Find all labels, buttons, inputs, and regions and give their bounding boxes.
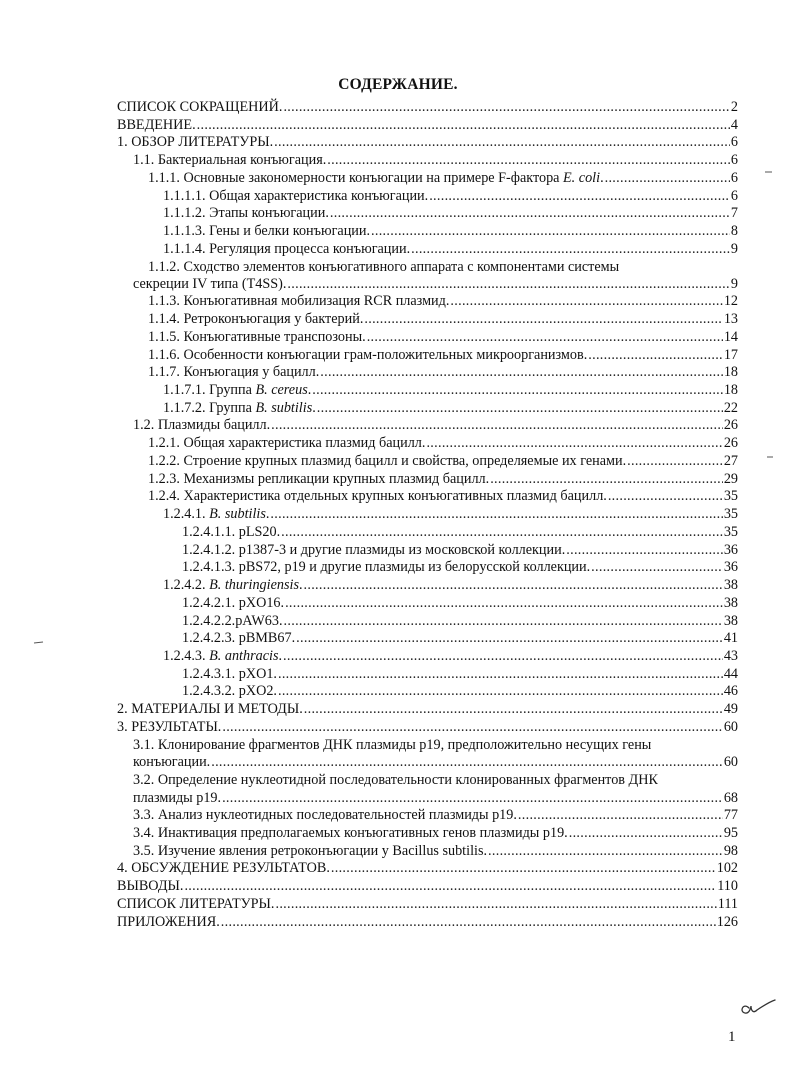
- toc-leader: [591, 558, 723, 576]
- toc-entry-title: 1.2. Плазмиды бацилл.: [133, 417, 271, 433]
- toc-entry-title: 3.5. Изучение явления ретроконъюгации у Bacillus subtilis.: [133, 843, 488, 859]
- toc-entry-line: 3.1. Клонирование фрагментов ДНК плазмиды p19, предположительно несущих гены: [133, 737, 652, 753]
- toc-entry-page: 111: [717, 896, 738, 912]
- toc-entry: [163, 240, 738, 258]
- toc-entry: [133, 842, 738, 860]
- toc-text-part: .: [307, 382, 312, 398]
- toc-leader: [278, 682, 723, 700]
- toc-italic-part: E. coli: [563, 170, 601, 186]
- toc-leader: [490, 470, 723, 488]
- toc-entry-page: 6: [730, 152, 738, 168]
- toc-entry-page: 12: [723, 293, 738, 309]
- toc-text-part: 1.2.4.2.: [163, 577, 210, 593]
- toc-entry-title: конъюгации.: [133, 754, 211, 770]
- toc-entry-title: ВЫВОДЫ.: [117, 878, 184, 894]
- toc-text-part: .: [600, 170, 604, 186]
- toc-leader: [222, 789, 723, 807]
- toc-entry-page: 36: [723, 542, 738, 558]
- toc-entry-page: 2: [730, 99, 738, 115]
- toc-entry-page: 38: [723, 577, 738, 593]
- toc-entry-title: ВВЕДЕНИЕ.: [117, 117, 196, 133]
- toc-entry-page: 18: [723, 364, 738, 380]
- toc-entry-page: 98: [723, 843, 738, 859]
- toc-text-part: .: [312, 400, 316, 416]
- toc-leader: [569, 824, 723, 842]
- toc-entry-page: 95: [723, 825, 738, 841]
- toc-entry-title: 1.2.4.3.2. pXO2.: [182, 683, 277, 699]
- toc-entry-line: 1.1.2. Сходство элементов конъюгативного аппарата с компонентами системы: [148, 259, 620, 275]
- page-title: СОДЕРЖАНИЕ.: [338, 76, 458, 93]
- toc-entry-page: 22: [723, 400, 738, 416]
- toc-leader: [271, 416, 723, 434]
- toc-entry-title: ПРИЛОЖЕНИЯ.: [117, 914, 220, 930]
- toc-entry: [148, 169, 738, 187]
- toc-leader: [281, 523, 723, 541]
- toc-entry-title: 1.2.4.1.1. pLS20.: [182, 524, 281, 540]
- toc-leader: [285, 594, 723, 612]
- toc-italic-part: B. cereus: [255, 382, 308, 398]
- toc-entry: [148, 452, 738, 470]
- toc-entry-title: 1.1.6. Особенности конъюгации грам-положительных микроорганизмов.: [148, 347, 588, 363]
- toc-entry-page: 38: [723, 613, 738, 629]
- toc-entry-title: 1.1.1.2. Этапы конъюгации.: [163, 205, 329, 221]
- toc-entry-page: 26: [723, 435, 738, 451]
- toc-leader: [411, 240, 730, 258]
- toc-entry-page: 29: [723, 471, 738, 487]
- toc-entry-page: 35: [723, 506, 738, 522]
- toc-entry-title: 1.2.4.1.3. pBS72, p19 и другие плазмиды из белорусской коллекции.: [182, 559, 591, 575]
- toc-italic-part: B. anthracis: [209, 648, 279, 664]
- toc-entry-title: 1.1.4. Ретроконъюгация у бактерий.: [148, 311, 364, 327]
- toc-entry: [117, 895, 738, 913]
- toc-entry: [182, 629, 738, 647]
- toc-entry: [148, 434, 738, 452]
- toc-entry-page: 102: [716, 860, 738, 876]
- toc-entry-page: 14: [723, 329, 738, 345]
- toc-leader: [317, 399, 723, 417]
- toc-entry: [182, 612, 738, 630]
- toc-leader: [197, 116, 730, 134]
- toc-entry-page: 60: [723, 719, 738, 735]
- toc-entry-title: 1.2.4.2.3. pBMB67.: [182, 630, 296, 646]
- toc-entry: [117, 700, 738, 718]
- toc-italic-part: B. subtilis: [209, 506, 266, 522]
- toc-italic-part: B. subtilis: [255, 400, 313, 416]
- toc-entry-page: 126: [716, 914, 738, 930]
- toc-entry-page: 35: [723, 488, 738, 504]
- toc-entry-page: 6: [730, 134, 738, 150]
- toc-entry-title: 2. МАТЕРИАЛЫ И МЕТОДЫ.: [117, 701, 303, 717]
- toc-entry-title: 1.2.2. Строение крупных плазмид бацилл и свойства, определяемые их генами.: [148, 453, 627, 469]
- toc-leader: [275, 895, 716, 913]
- toc-leader: [283, 98, 729, 116]
- toc-entry: [148, 292, 738, 310]
- toc-entry: [133, 275, 738, 293]
- toc-leader: [274, 133, 730, 151]
- toc-entry: [133, 151, 738, 169]
- toc-entry: [182, 541, 738, 559]
- toc-entry-title: 1.1.7. Конъюгация у бацилл.: [148, 364, 320, 380]
- toc-entry-page: 43: [723, 648, 738, 664]
- toc-text-part: 1.1.7.1. Группа: [163, 382, 256, 398]
- toc-entry-page: 49: [723, 701, 738, 717]
- handwritten-signature: [737, 994, 777, 1018]
- toc-text-part: 1.1.1. Основные закономерности конъюгации на примере F-фактора: [148, 170, 564, 186]
- toc-entry-page: 60: [723, 754, 738, 770]
- toc-entry: [117, 98, 738, 116]
- toc-leader: [426, 434, 722, 452]
- toc-entry: [148, 328, 738, 346]
- toc-entry: [163, 647, 738, 665]
- toc-entry-page: 110: [717, 878, 738, 894]
- toc-leader: [211, 753, 723, 771]
- toc-leader: [327, 151, 730, 169]
- toc-italic-part: B. thuringiensis: [209, 577, 299, 593]
- toc-entry: [133, 753, 738, 771]
- toc-leader: [605, 169, 730, 187]
- toc-entry: [148, 470, 738, 488]
- toc-entry-page: 8: [730, 223, 738, 239]
- toc-text-part: .: [265, 506, 270, 522]
- toc-leader: [627, 452, 723, 470]
- toc-entry: [163, 222, 738, 240]
- toc-leader: [270, 505, 722, 523]
- toc-leader: [588, 346, 723, 364]
- toc-entry-page: 6: [730, 188, 738, 204]
- scan-mark: [766, 455, 776, 459]
- toc-entry-title: СПИСОК СОКРАЩЕНИЙ.: [117, 99, 283, 115]
- toc-entry: [182, 682, 738, 700]
- toc-leader: [278, 665, 723, 683]
- toc-entry-page: 13: [723, 311, 738, 327]
- toc-entry: [148, 346, 738, 364]
- toc-entry-title: [148, 169, 604, 187]
- toc-entry: [133, 789, 738, 807]
- toc-entry-title: секреции IV типа (T4SS).: [133, 276, 287, 292]
- toc-entry-title: 1.2.4.1.2. p1387-3 и другие плазмиды из московской коллекции.: [182, 542, 566, 558]
- toc-entry: [117, 133, 738, 151]
- toc-leader: [566, 541, 723, 559]
- toc-entry: [133, 416, 738, 434]
- toc-leader: [304, 576, 723, 594]
- toc-leader: [312, 381, 723, 399]
- toc-entry-title: 1.1.3. Конъюгативная мобилизация RCR плазмид.: [148, 293, 450, 309]
- toc-entry-page: 44: [723, 666, 738, 682]
- toc-leader: [364, 310, 722, 328]
- scan-mark: [33, 640, 45, 646]
- toc-entry: [148, 487, 738, 505]
- toc-entry: [117, 859, 738, 877]
- toc-entry-title: 1.2.1. Общая характеристика плазмид бацилл.: [148, 435, 426, 451]
- toc-leader: [221, 913, 716, 931]
- toc-entry-title: СПИСОК ЛИТЕРАТУРЫ.: [117, 896, 275, 912]
- toc-entry-page: 7: [730, 205, 738, 221]
- toc-entry-page: 41: [723, 630, 738, 646]
- toc-leader: [608, 487, 723, 505]
- toc-leader: [429, 187, 730, 205]
- toc-text-part: 1.1.7.2. Группа: [163, 400, 256, 416]
- toc-entry-title: 1.1.5. Конъюгативные транспозоны.: [148, 329, 366, 345]
- toc-entry: [148, 363, 738, 381]
- toc-entry-page: 38: [723, 595, 738, 611]
- toc-entry-title: 1.1.1.4. Регуляция процесса конъюгации.: [163, 241, 411, 257]
- toc-entry-title: 1.1.1.3. Гены и белки конъюгации.: [163, 223, 371, 239]
- toc-entry: [117, 718, 738, 736]
- toc-entry-page: 9: [730, 241, 738, 257]
- toc-leader: [283, 647, 723, 665]
- toc-entry-title: [163, 647, 282, 665]
- toc-entry: [182, 523, 738, 541]
- toc-entry: [148, 310, 738, 328]
- toc-entry: [133, 806, 738, 824]
- toc-entry-page: 18: [723, 382, 738, 398]
- toc-text-part: 1.2.4.1.: [163, 506, 210, 522]
- toc-entry-page: 17: [723, 347, 738, 363]
- toc-entry-title: 1.1.1.1. Общая характеристика конъюгации.: [163, 188, 429, 204]
- toc-entry: [182, 594, 738, 612]
- toc-entry-title: 3. РЕЗУЛЬТАТЫ.: [117, 719, 222, 735]
- toc-entry-title: 3.3. Анализ нуклеотидных последовательностей плазмиды p19.: [133, 807, 517, 823]
- toc-leader: [222, 718, 722, 736]
- toc-text-part: .: [298, 577, 303, 593]
- toc-entry-page: 27: [723, 453, 738, 469]
- toc-leader: [320, 363, 723, 381]
- toc-entry-title: [163, 381, 311, 399]
- toc-entry: [117, 116, 738, 134]
- toc-entry-title: [163, 505, 269, 523]
- toc-entry-page: 35: [723, 524, 738, 540]
- toc-leader: [450, 292, 722, 310]
- toc-entry-page: 77: [723, 807, 738, 823]
- toc-entry: [163, 399, 738, 417]
- toc-entry-line: 3.2. Определение нуклеотидной последовательности клонированных фрагментов ДНК: [133, 772, 658, 788]
- toc-leader: [296, 629, 723, 647]
- toc-text-part: 1.2.4.3.: [163, 648, 210, 664]
- toc-entry-page: 4: [730, 117, 738, 133]
- toc-entry-page: 26: [723, 417, 738, 433]
- toc-leader: [367, 328, 723, 346]
- toc-entry: [163, 187, 738, 205]
- toc-entry-title: 1.2.4. Характеристика отдельных крупных конъюгативных плазмид бацилл.: [148, 488, 607, 504]
- toc-leader: [331, 859, 716, 877]
- toc-leader: [184, 877, 716, 895]
- toc-entry: [163, 505, 738, 523]
- toc-leader: [518, 806, 723, 824]
- toc-entry: [163, 204, 738, 222]
- toc-entry-page: 36: [723, 559, 738, 575]
- toc-entry-page: 9: [730, 276, 738, 292]
- toc-entry-page: 46: [723, 683, 738, 699]
- toc-entry: [163, 381, 738, 399]
- toc-entry-title: 3.4. Инактивация предполагаемых конъюгативных генов плазмиды p19.: [133, 825, 568, 841]
- toc-entry: [182, 558, 738, 576]
- toc-leader: [287, 275, 730, 293]
- toc-entry-title: 1. ОБЗОР ЛИТЕРАТУРЫ.: [117, 134, 274, 150]
- toc-entry-title: 1.2.4.3.1. pXO1.: [182, 666, 277, 682]
- toc-entry-title: 1.2.3. Механизмы репликации крупных плазмид бацилл.: [148, 471, 490, 487]
- toc-text-part: .: [278, 648, 283, 664]
- toc-entry-title: 1.2.4.2.2.pAW63.: [182, 613, 283, 629]
- toc-entry-title: 1.1. Бактериальная конъюгация.: [133, 152, 327, 168]
- toc-entry-title: 1.2.4.2.1. pXO16.: [182, 595, 285, 611]
- toc-entry-title: плазмиды p19.: [133, 790, 222, 806]
- toc-entry: [117, 913, 738, 931]
- toc-leader: [371, 222, 730, 240]
- toc-leader: [330, 204, 730, 222]
- toc-entry-title: [163, 399, 316, 417]
- toc-entry: [182, 665, 738, 683]
- toc-leader: [488, 842, 723, 860]
- toc-entry-title: [163, 576, 303, 594]
- toc-entry-title: 4. ОБСУЖДЕНИЕ РЕЗУЛЬТАТОВ.: [117, 860, 330, 876]
- toc-entry-page: 6: [730, 170, 738, 186]
- toc-entry: [163, 576, 738, 594]
- toc-leader: [304, 700, 723, 718]
- toc-entry: [133, 824, 738, 842]
- toc-entry-page: 68: [723, 790, 738, 806]
- page-number: 1: [728, 1029, 736, 1045]
- toc-leader: [284, 612, 723, 630]
- scan-mark: [764, 170, 774, 174]
- toc-entry: [117, 877, 738, 895]
